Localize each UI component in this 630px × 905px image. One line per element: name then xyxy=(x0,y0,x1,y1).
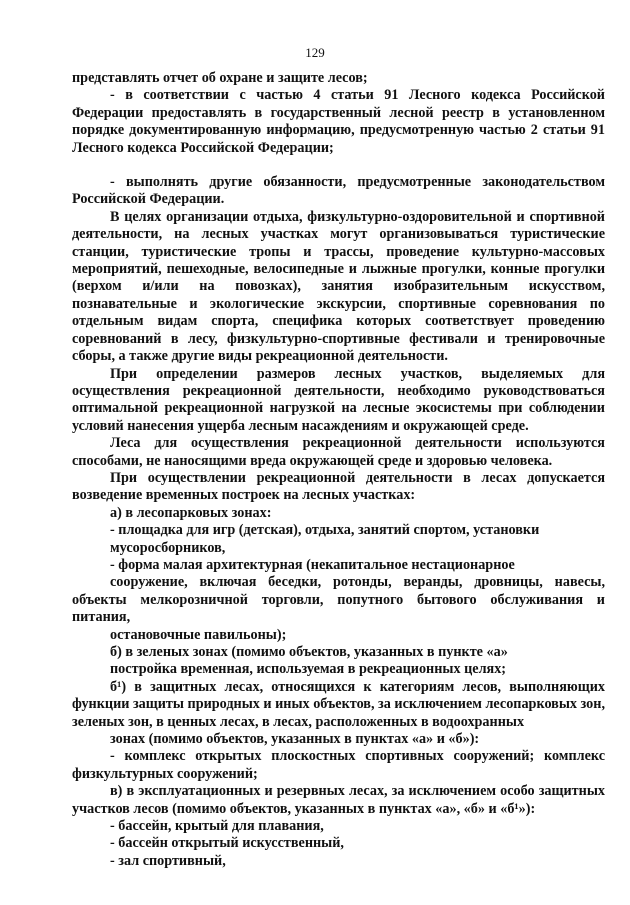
paragraph: В целях организации отдыха, физкультурно-оздоровительной и спортивной деятельности, на лесных участках могут организовываться туристические станции, туристические тропы и трассы, проведение культурно-массовых мероприятий, пешеходные, велосипедные и лыжные прогулки, конные прогулки (верхом и/или на повозках), занятия изобразительным искусством, познавательные и экологические экскурсии, спортивные соревнования по отдельным видам спорта, специфика которых соответствует проведению соревнований в лесу, физкультурно-спортивные фестивали и тренировочные сборы, а также другие виды рекреационной деятельности. xyxy=(72,208,605,365)
paragraph: - бассейн открытый искусственный, xyxy=(110,835,344,852)
paragraph: постройка временная, используемая в рекреационных целях; xyxy=(110,661,507,678)
page-number: 129 xyxy=(305,45,325,60)
paragraph: При осуществлении рекреационной деятельности в лесах допускается возведение временных построек на лесных участках: xyxy=(72,469,605,504)
paragraph: - форма малая архитектурная (некапитальное нестационарное xyxy=(110,556,515,573)
paragraph: а) в лесопарковых зонах: xyxy=(110,504,272,521)
paragraph: б) в зеленых зонах (помимо объектов, указанных в пункте «а» xyxy=(110,644,508,660)
paragraph: - в соответствии с частью 4 статьи 91 Лесного кодекса Российской Федерации предоставлять в государственный лесной реестр в установленном порядке документированную информацию, предусмотренную частью 2 статьи 91 Лесного кодекса Российской Федерации; xyxy=(72,87,605,156)
paragraph: Леса для осуществления рекреационной деятельности используются способами, не наносящими вреда окружающей среде и здоровью человека. xyxy=(72,435,605,469)
paragraph-spacer xyxy=(72,157,605,174)
paragraph: - выполнять другие обязанности, предусмотренные законодательством Российской Федерации. xyxy=(72,174,605,208)
paragraph: - зал спортивный, xyxy=(110,852,226,869)
paragraph: остановочные павильоны); xyxy=(110,626,287,643)
paragraph: - комплекс открытых плоскостных спортивных сооружений; комплекс физкультурных сооружений; xyxy=(72,748,605,782)
paragraph: При определении размеров лесных участков, выделяемых для осуществления рекреационной деятельности, необходимо руководствоваться оптимальной рекреационной нагрузкой на лесные экосистемы при соблюдении условий нанесения ущерба лесным насаждениям и окружающей среде. xyxy=(72,365,605,434)
paragraph: б¹) в защитных лесах, относящихся к категориям лесов, выполняющих функции защиты природных и иных объектов, за исключением лесопарковых зон, зеленых зон, в ценных лесах, в лесах, расположенных в водоохранных xyxy=(72,678,605,730)
paragraph: представлять отчет об охране и защите лесов; xyxy=(72,70,368,86)
paragraph: зонах (помимо объектов, указанных в пунктах «а» и «б»): xyxy=(110,731,480,748)
paragraph: - бассейн, крытый для плавания, xyxy=(110,818,324,835)
paragraph: - площадка для игр (детская), отдыха, занятий спортом, установки xyxy=(110,522,540,539)
document-body xyxy=(72,70,605,870)
paragraph: мусоросборников, xyxy=(110,539,226,556)
paragraph: сооружение, включая беседки, ротонды, веранды, дровницы, навесы, объекты мелкорозничной торговли, попутного бытового обслуживания и питания, xyxy=(72,574,605,626)
paragraph: в) в эксплуатационных и резервных лесах, за исключением особо защитных участков лесов (помимо объектов, указанных в пунктах «а», «б» и «б¹»): xyxy=(72,783,605,817)
